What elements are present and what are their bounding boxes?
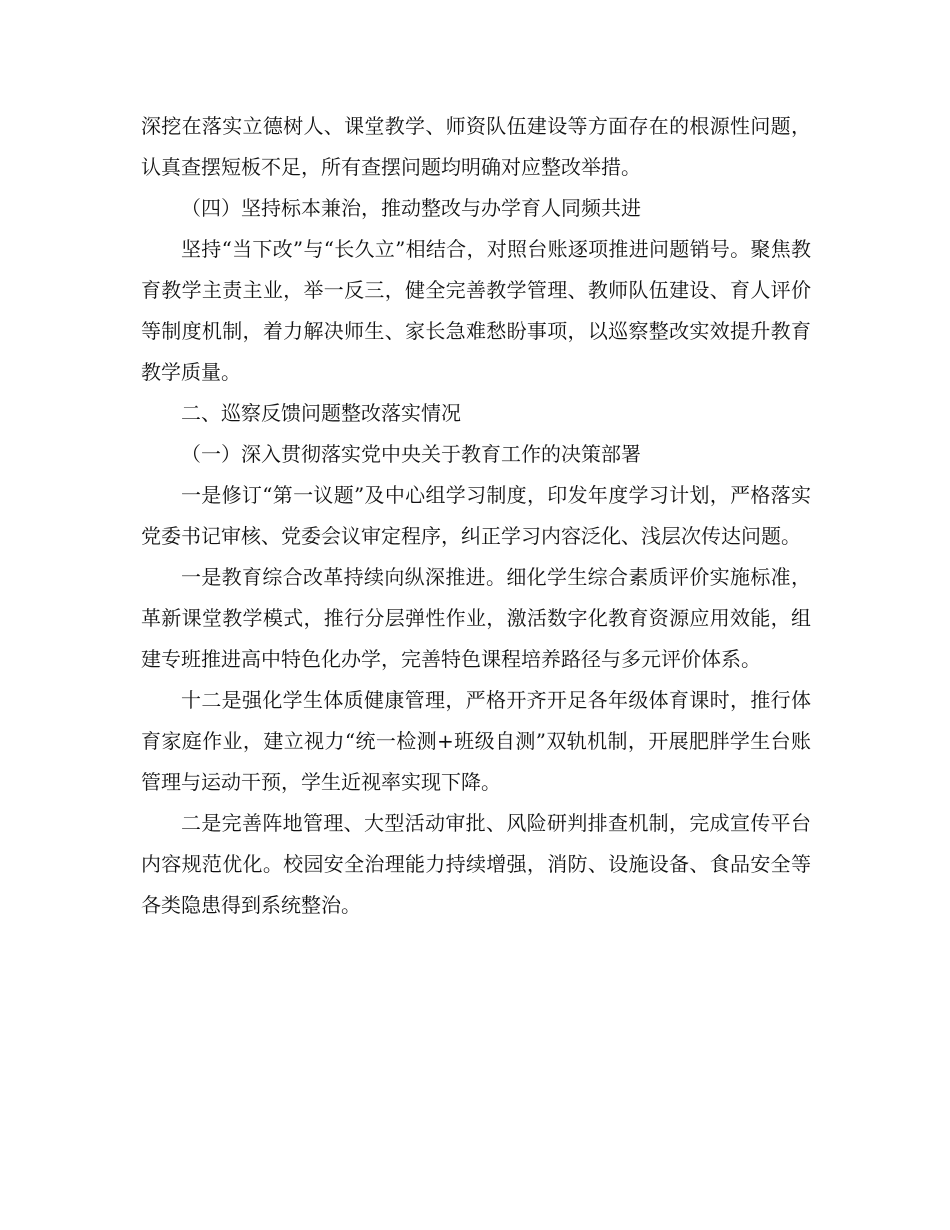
paragraph: 十二是强化学生体质健康管理，严格开齐开足各年级体育课时，推行体育家庭作业，建立视力“统一检测+班级自测”双轨机制，开展肥胖学生台账管理与运动干预，学生近视率实现下降。 [141, 688, 811, 794]
document-body [141, 106, 811, 926]
paragraph: 一是修订“第一议题”及中心组学习制度，印发年度学习计划，严格落实党委书记审核、党委会议审定程序，纠正学习内容泛化、浅层次传达问题。 [141, 483, 811, 548]
paragraph: 一是教育综合改革持续向纵深推进。细化学生综合素质评价实施标准，革新课堂教学模式，推行分层弹性作业，激活数字化教育资源应用效能，组建专班推进高中特色化办学，完善特色课程培养路径与多元评价体系。 [141, 565, 811, 671]
paragraph: 坚持“当下改”与“长久立”相结合，对照台账逐项推进问题销号。聚焦教育教学主责主业，举一反三，健全完善教学管理、教师队伍建设、育人评价等制度机制，着力解决师生、家长急难愁盼事项，以巡察整改实效提升教育教学质量。 [141, 237, 811, 384]
section-heading-4: （四）坚持标本兼治，推动整改与办学育人同频共进 [181, 196, 641, 220]
subsection-heading-1: （一）深入贯彻落实党中央关于教育工作的决策部署 [181, 442, 641, 466]
paragraph: 二是完善阵地管理、大型活动审批、风险研判排查机制，完成宣传平台内容规范优化。校园安全治理能力持续增强，消防、设施设备、食品安全等各类隐患得到系统整治。 [141, 811, 811, 917]
section-heading-2: 二、巡察反馈问题整改落实情况 [181, 401, 461, 425]
paragraph-continued: 深挖在落实立德树人、课堂教学、师资队伍建设等方面存在的根源性问题，认真查摆短板不足，所有查摆问题均明确对应整改举措。 [141, 114, 811, 179]
